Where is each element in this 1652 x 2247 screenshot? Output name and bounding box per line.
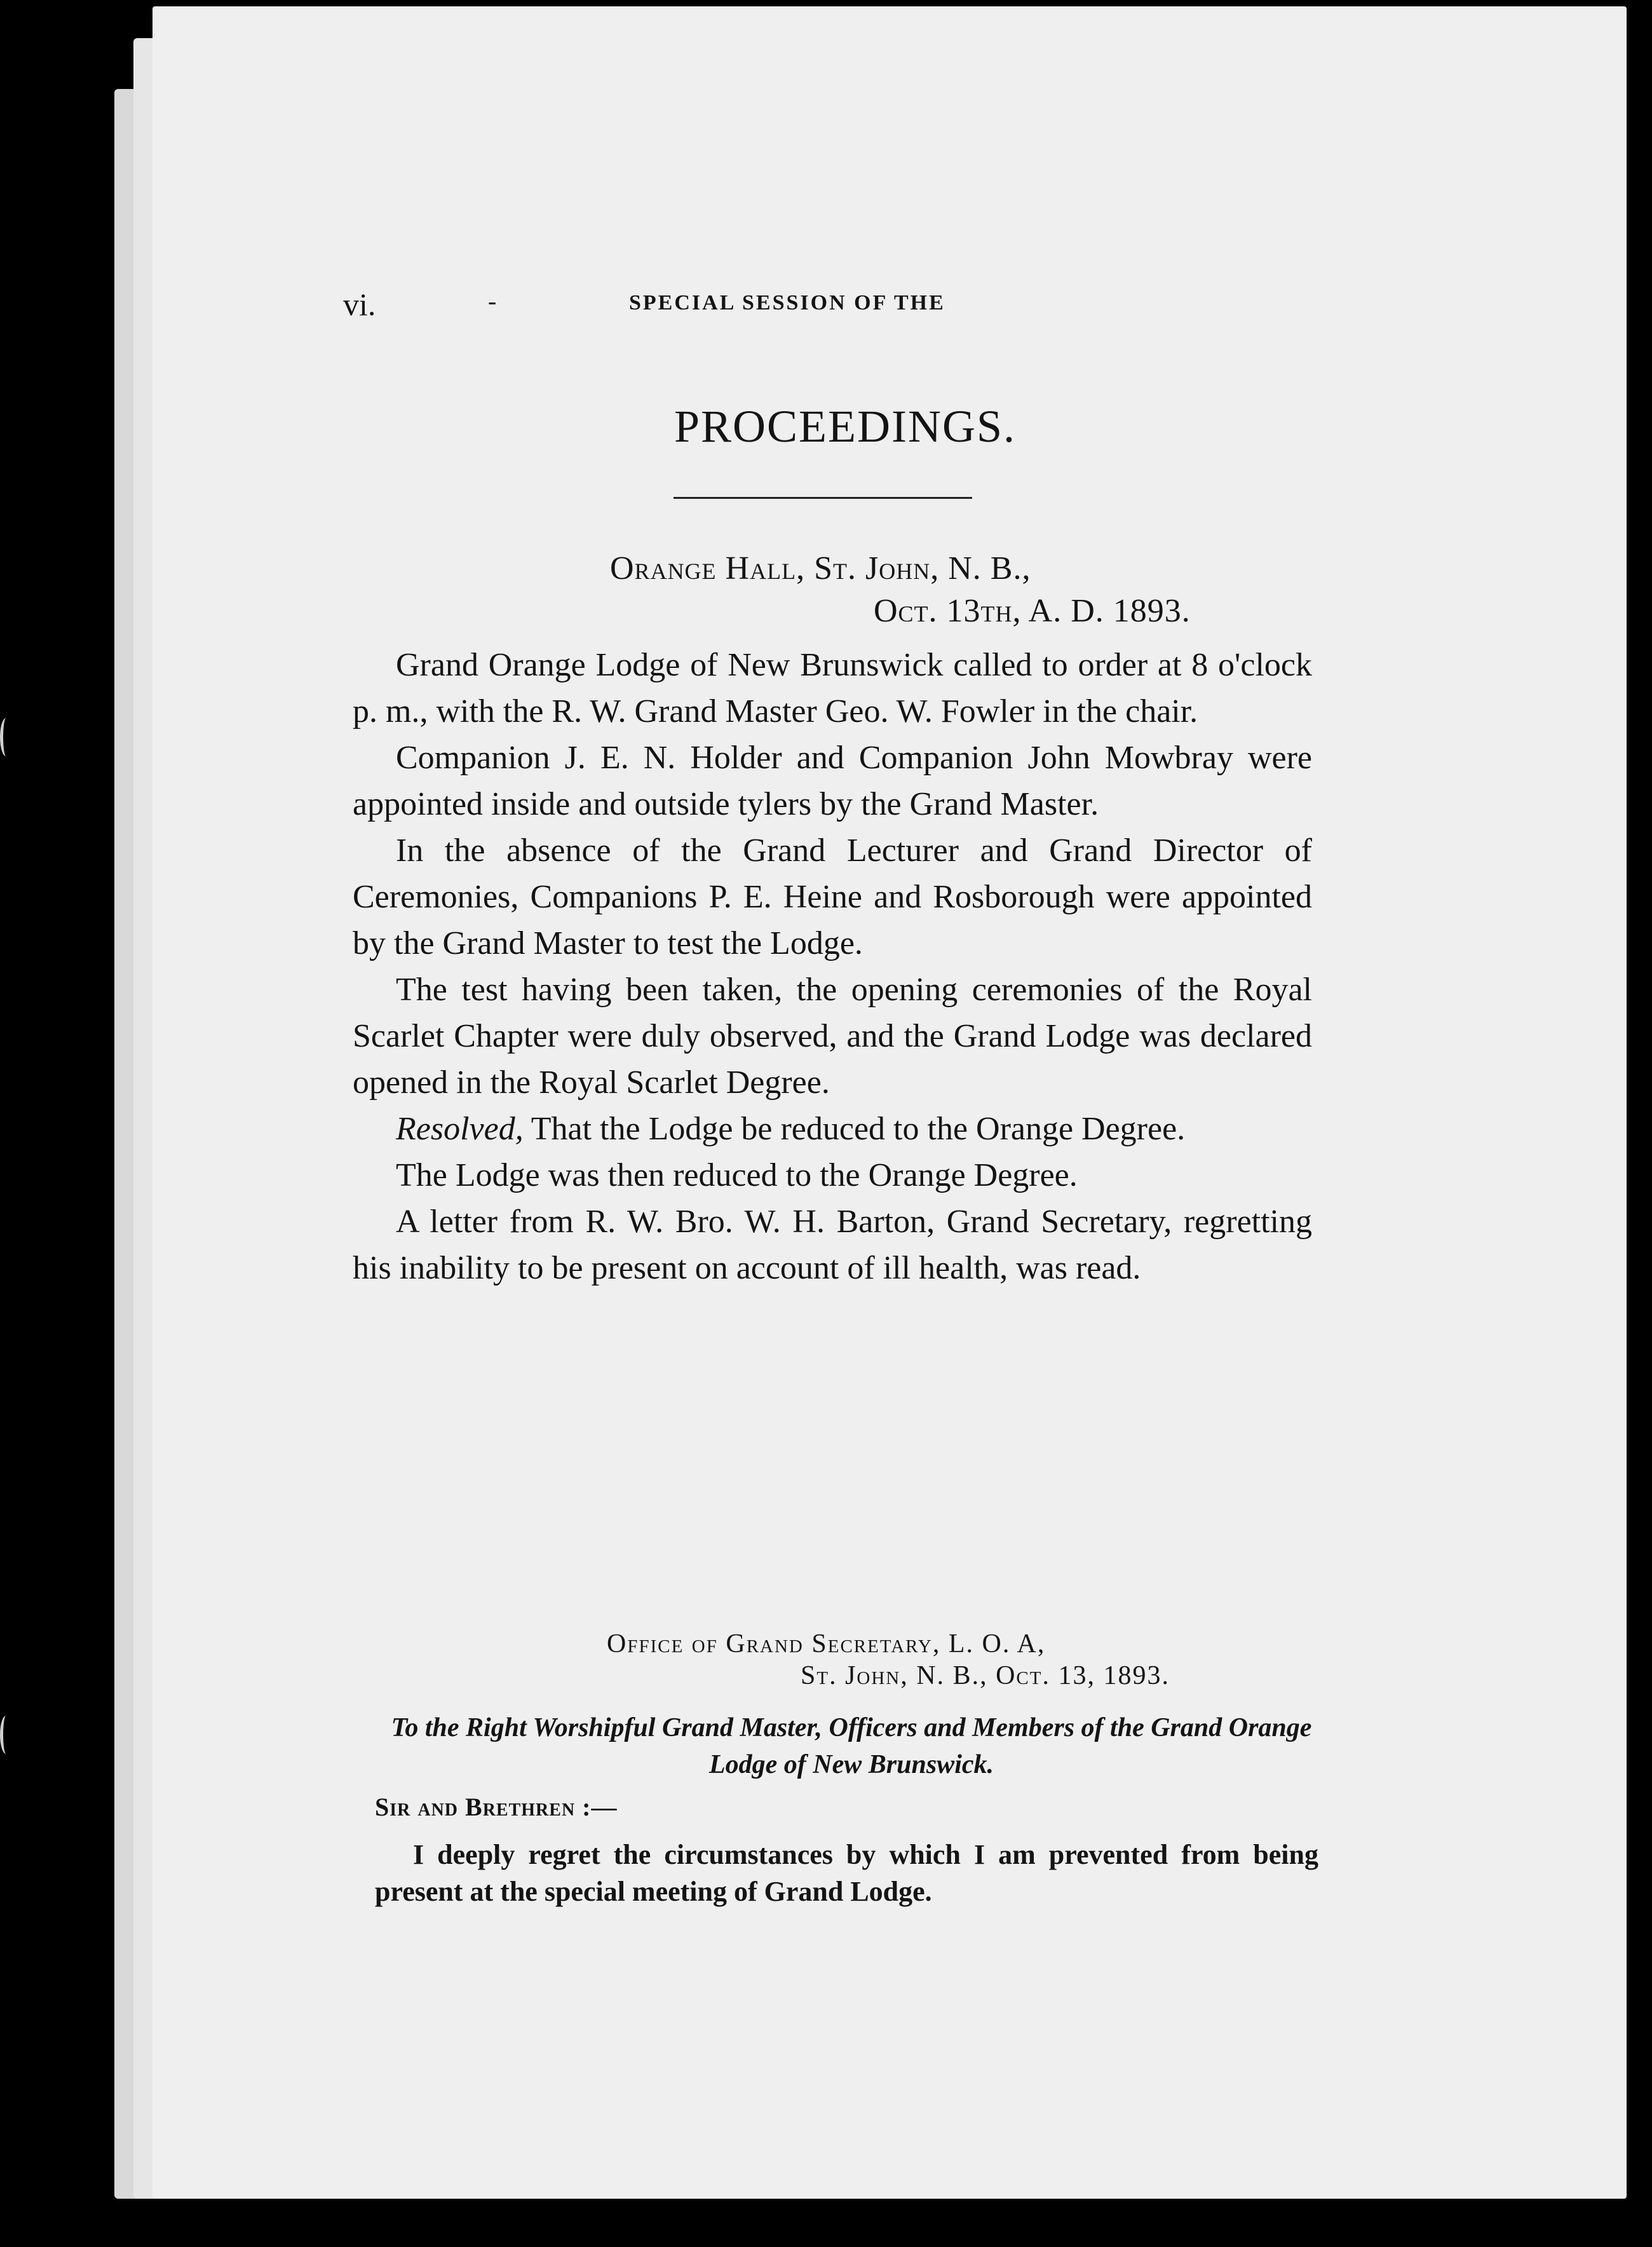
running-head-title: SPECIAL SESSION OF THE [629, 291, 945, 315]
edge-mark [0, 1716, 12, 1754]
dateline-date: Oct. 13th, A. D. 1893. [874, 593, 1191, 629]
edge-mark [0, 718, 12, 756]
title-rule [674, 497, 972, 499]
running-head-dash: - [488, 287, 497, 315]
paragraph-letter-read: A letter from R. W. Bro. W. H. Barton, Grand Secretary, regretting his inability to be present on account of ill health, was read. [353, 1204, 1312, 1286]
resolved-lead: Resolved, [396, 1111, 524, 1147]
paragraph-resolution [353, 1106, 1312, 1152]
minutes-body [353, 642, 1312, 1291]
paragraph-reduced: The Lodge was then reduced to the Orange Degree. [396, 1157, 1078, 1193]
page-title: PROCEEDINGS. [674, 401, 1017, 452]
resolution-text: That the Lodge be reduced to the Orange Degree. [523, 1111, 1186, 1147]
paragraph-test-appointment: In the absence of the Grand Lecturer and Grand Director of Ceremonies, Companions P. E. Heine and Rosborough were appointed by the Grand Master to test the Lodge. [353, 832, 1312, 961]
running-head [343, 286, 1347, 324]
dateline-place: Orange Hall, St. John, N. B., [610, 550, 1031, 587]
page-number: vi. [343, 287, 376, 322]
letter-salutation: Sir and Brethren :— [375, 1793, 618, 1821]
paragraph-opening-ceremonies: The test having been taken, the opening ceremonies of the Royal Scarlet Chapter were duly observed, and the Grand Lodge was declared opened in the Royal Scarlet Degree. [353, 972, 1312, 1101]
letter-place-date: St. John, N. B., Oct. 13, 1893. [801, 1661, 1170, 1690]
paragraph-tylers: Companion J. E. N. Holder and Companion John Mowbray were appointed inside and outside tylers by the Grand Master. [353, 740, 1312, 822]
letter-address: To the Right Worshipful Grand Master, Officers and Members of the Grand Orange Lodge of New Brunswick. [391, 1713, 1312, 1779]
letter-office-line: Office of Grand Secretary, L. O. A, [607, 1629, 1046, 1659]
letter-body: I deeply regret the circumstances by which I am prevented from being present at the special meeting of Grand Lodge. [375, 1839, 1318, 1907]
paragraph-call-to-order: Grand Orange Lodge of New Brunswick called to order at 8 o'clock p. m., with the R. W. Grand Master Geo. W. Fowler in the chair. [353, 647, 1312, 730]
